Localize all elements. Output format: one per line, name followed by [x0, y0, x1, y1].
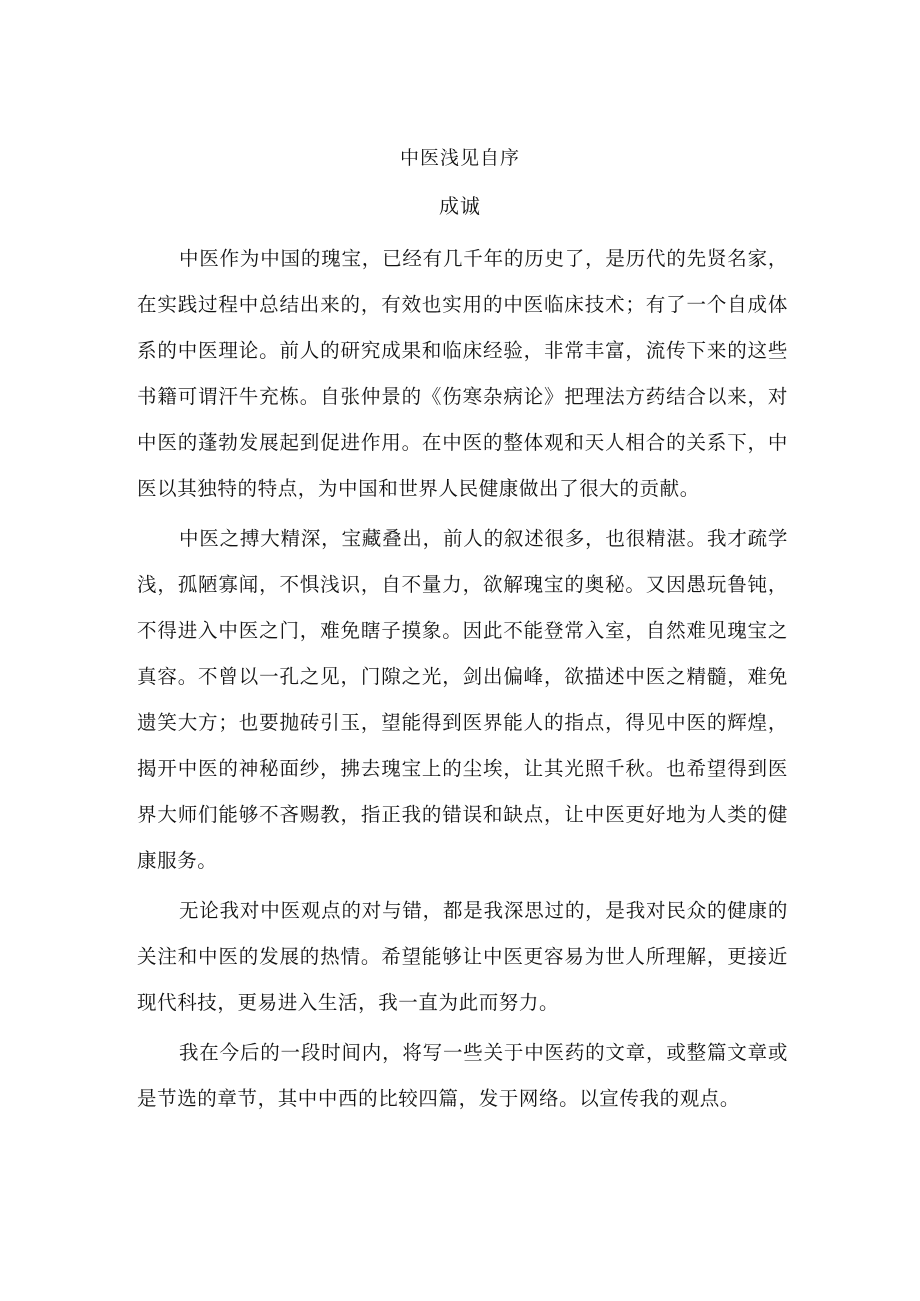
paragraph-2: 中医之搏大精深，宝藏叠出，前人的叙述很多，也很精湛。我才疏学浅，孤陋寡闻，不惧浅识，自不量力，欲解瑰宝的奥秘。又因愚玩鲁钝，不得进入中医之门，难免瞎子摸象。因此不能登常入室，自然难见瑰宝之真容。不曾以一孔之见，门隙之光，剑出偏峰，欲描述中医之精髓，难免遗笑大方；也要抛砖引玉，望能得到医界能人的指点，得见中医的辉煌，揭开中医的神秘面纱，拂去瑰宝上的尘埃，让其光照千秋。也希望得到医界大师们能够不吝赐教，指正我的错误和缺点，让中医更好地为人类的健康服务。: [137, 527, 788, 872]
document-title: 中医浅见自序: [399, 147, 520, 169]
document-author: 成诚: [439, 194, 481, 218]
paragraph-3: 无论我对中医观点的对与错，都是我深思过的，是我对民众的健康的关注和中医的发展的热情。希望能够让中医更容易为世人所理解，更接近现代科技，更易进入生活，我一直为此而努力。: [137, 899, 788, 1014]
paragraph-1: 中医作为中国的瑰宝，已经有几千年的历史了，是历代的先贤名家，在实践过程中总结出来的，有效也实用的中医临床技术；有了一个自成体系的中医理论。前人的研究成果和临床经验，非常丰富，流传下来的这些书籍可谓汗牛充栋。自张仲景的《伤寒杂病论》把理法方药结合以来，对中医的蓬勃发展起到促进作用。在中医的整体观和天人相合的关系下，中医以其独特的特点，为中国和世界人民健康做出了很大的贡献。: [137, 247, 788, 500]
paragraph-4: 我在今后的一段时间内，将写一些关于中医药的文章，或整篇文章或是节选的章节，其中中西的比较四篇，发于网络。以宣传我的观点。: [137, 1041, 788, 1110]
document-body: [137, 236, 788, 1122]
